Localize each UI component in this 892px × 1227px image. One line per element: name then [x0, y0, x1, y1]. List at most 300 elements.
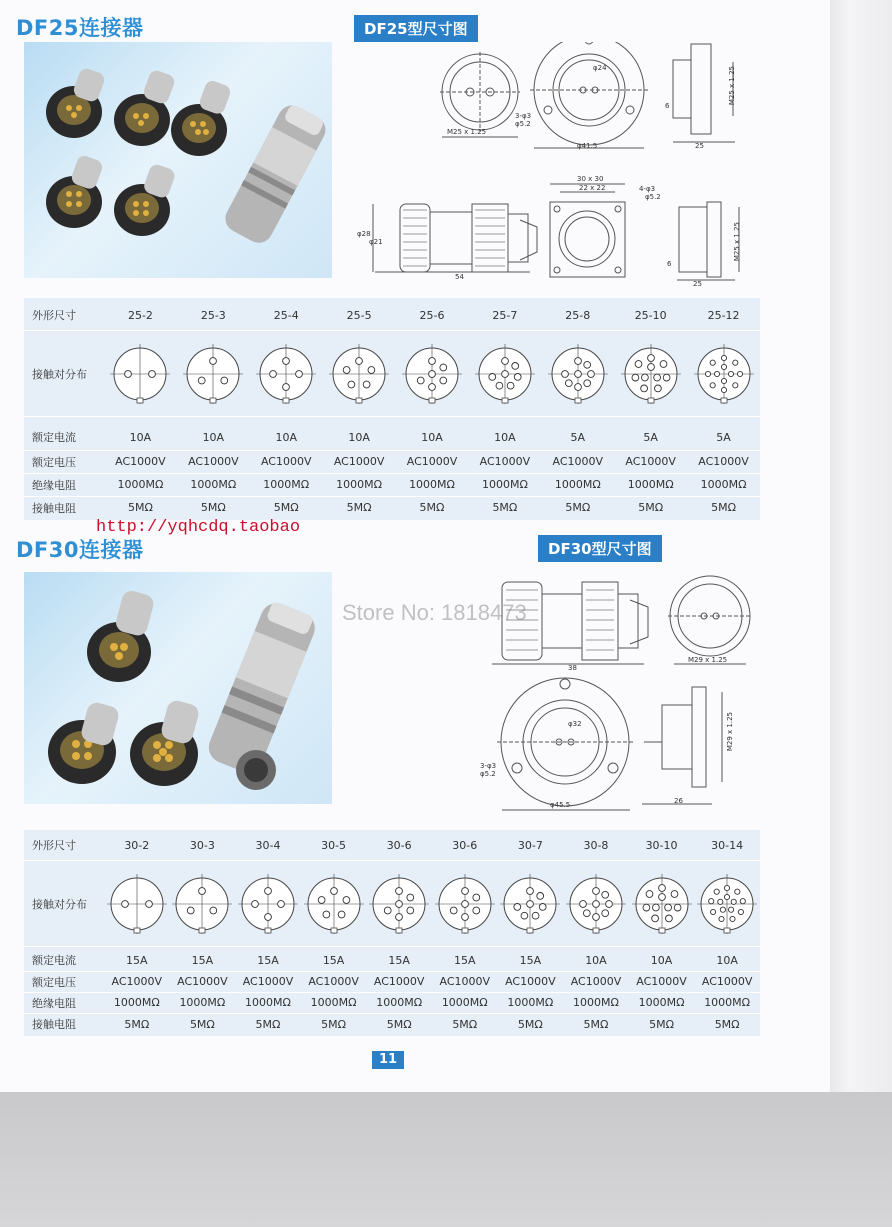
pin-layout-svg: [692, 342, 756, 406]
row-label-current: 额定电流: [32, 954, 76, 967]
df30-circle-d: φ32: [568, 720, 582, 728]
df30-flange-dia: φ45.5: [550, 801, 571, 809]
voltage-cell: AC1000V: [701, 975, 753, 988]
pin-layout-diagram: [614, 342, 687, 406]
contact-pin: [278, 901, 285, 908]
contact-pin: [658, 894, 665, 901]
contact-pin: [729, 907, 734, 912]
current-cell: 10A: [202, 430, 225, 444]
model-cell: 30-2: [124, 838, 150, 852]
current-cell: 15A: [322, 953, 345, 967]
contact-pin: [348, 381, 355, 388]
contact-pin: [660, 361, 667, 368]
contact-pin: [561, 371, 568, 378]
insulation-cell: 1000MΩ: [113, 996, 160, 1009]
df25-side-step: 6: [665, 102, 670, 110]
keyway: [502, 398, 508, 403]
voltage-cell: AC1000V: [188, 455, 239, 468]
contact-pin: [514, 904, 521, 911]
scanner-background: [0, 1092, 892, 1227]
contact-pin: [121, 901, 128, 908]
contact-pin: [396, 888, 403, 895]
voltage-cell: AC1000V: [570, 975, 622, 988]
contact-pin: [721, 387, 726, 392]
row-label-pins: 接触对分布: [32, 368, 87, 381]
df25-product-photo: [24, 42, 332, 278]
df25-plug-len: 54: [455, 273, 464, 281]
keyway: [659, 928, 665, 933]
contact-pin: [318, 897, 325, 904]
insulation-cell: 1000MΩ: [117, 478, 164, 491]
df25-sq-holes: 4-φ3: [639, 185, 656, 193]
current-cell: 10A: [716, 953, 738, 967]
contact-pin: [725, 894, 730, 899]
pin-layout-diagram: [250, 342, 323, 406]
contact-pin: [368, 367, 375, 374]
row-label-voltage: 额定电压: [32, 455, 76, 469]
contact-pin: [602, 891, 609, 898]
pin-layout-svg: [564, 872, 628, 936]
voltage-cell: AC1000V: [373, 975, 425, 988]
contact-pin: [647, 355, 654, 362]
current-cell: 15A: [191, 953, 214, 967]
contact-pin: [461, 888, 468, 895]
contact-pin: [583, 910, 590, 917]
current-cell: 15A: [257, 953, 279, 967]
contact-pin: [283, 358, 290, 365]
current-cell: 10A: [348, 430, 370, 444]
contact-pin: [417, 377, 424, 384]
contact-pin: [396, 914, 403, 921]
contact-pin: [221, 377, 228, 384]
insulation-cell: 1000MΩ: [481, 478, 528, 491]
pin-layout-diagram: [104, 342, 177, 406]
contact-pin: [646, 891, 653, 898]
contact-cell: 5MΩ: [189, 1017, 215, 1031]
contact-pin: [711, 909, 716, 914]
keyway: [575, 398, 581, 403]
voltage-cell: AC1000V: [177, 975, 228, 988]
pin-layout-svg: [498, 872, 562, 936]
insulation-cell: 1000MΩ: [179, 996, 226, 1009]
model-cell: 25-3: [200, 308, 226, 322]
contact-pin: [720, 907, 725, 912]
row-label-contact: 接触电阻: [32, 501, 76, 515]
row-label-insulation: 绝缘电阻: [32, 478, 76, 492]
pin-layout-diagram: [541, 342, 614, 406]
pin-layout-diagram: [301, 872, 367, 936]
df25-circle-d: φ24: [593, 64, 607, 72]
model-cell: 25-5: [346, 308, 372, 322]
voltage-cell: AC1000V: [260, 455, 312, 468]
pin-layout-svg: [546, 342, 610, 406]
contact-pin: [732, 383, 737, 388]
row-label-contact: 接触电阻: [32, 1018, 76, 1031]
contact-pin: [489, 374, 496, 381]
keyway: [396, 928, 402, 933]
model-cell: 30-8: [583, 838, 609, 852]
model-cell: 30-3: [189, 838, 215, 852]
pin-layout-diagram: [432, 872, 498, 936]
contact-pin: [429, 371, 436, 378]
contact-pin: [671, 891, 678, 898]
pin-layout-diagram: [323, 342, 396, 406]
current-cell: 10A: [585, 953, 607, 967]
contact-pin: [721, 364, 726, 369]
model-cell: 25-8: [565, 308, 591, 322]
current-cell: 5A: [716, 430, 731, 444]
pin-layout-svg: [473, 342, 537, 406]
contact-cell: 5MΩ: [517, 1017, 543, 1031]
keyway: [134, 928, 140, 933]
contact-pin: [461, 901, 468, 908]
contact-pin: [565, 380, 572, 387]
contact-pin: [210, 907, 217, 914]
df25-contact-row: [24, 496, 760, 519]
row-label-current: 额定电流: [32, 431, 76, 444]
contact-pin: [527, 901, 534, 908]
pin-layout-svg: [236, 872, 300, 936]
pin-layout-svg: [400, 342, 464, 406]
contact-pin: [533, 912, 540, 919]
df30-product-photo: [24, 572, 332, 804]
contact-pin: [709, 899, 714, 904]
contact-pin: [719, 916, 724, 921]
contact-pin: [356, 358, 363, 365]
pin-layout-svg: [630, 872, 694, 936]
model-cell: 25-7: [492, 308, 518, 322]
df30-model-row: [24, 834, 760, 856]
contact-cell: 5MΩ: [386, 1017, 412, 1031]
contact-pin: [651, 915, 658, 922]
df30-dimension-tag: DF30型尺寸图: [538, 535, 662, 562]
voltage-cell: AC1000V: [505, 975, 556, 988]
contact-pin: [501, 358, 508, 365]
insulation-cell: 1000MΩ: [627, 478, 674, 491]
df25-side-thread: M25 x 1.25: [728, 66, 736, 106]
contact-pin: [714, 889, 719, 894]
df30-insulation-row: [24, 992, 760, 1013]
contact-cell: 5MΩ: [711, 501, 737, 514]
pin-layout-svg: [181, 342, 245, 406]
keyway: [137, 398, 143, 403]
pin-layout-diagram: [177, 342, 250, 406]
contact-pin: [265, 888, 272, 895]
insulation-cell: 1000MΩ: [376, 996, 423, 1009]
store-watermark: Store No: 1818473: [342, 600, 527, 625]
voltage-cell: AC1000V: [636, 975, 687, 988]
df30-side-len: 26: [674, 797, 683, 805]
contact-pin: [580, 901, 587, 908]
insulation-cell: 1000MΩ: [441, 996, 488, 1009]
pin-layout-svg: [695, 872, 759, 936]
contact-pin: [384, 907, 391, 914]
current-cell: 10A: [129, 430, 152, 444]
contact-cell: 5MΩ: [452, 1017, 478, 1031]
contact-pin: [540, 904, 547, 911]
contact-pin: [740, 899, 745, 904]
contact-pin: [574, 371, 581, 378]
model-cell: 30-4: [255, 838, 281, 852]
keyway: [724, 928, 730, 933]
pin-layout-svg: [367, 872, 431, 936]
contact-cell: 5MΩ: [255, 1017, 281, 1031]
contact-pin: [737, 371, 742, 376]
voltage-cell: AC1000V: [242, 975, 294, 988]
contact-pin: [641, 374, 648, 381]
voltage-cell: AC1000V: [479, 455, 531, 468]
contact-pin: [584, 361, 591, 368]
current-cell: 5A: [570, 430, 586, 444]
contact-cell: 5MΩ: [583, 1017, 609, 1031]
pin-layout-diagram: [468, 342, 541, 406]
keyway: [429, 398, 435, 403]
df25-spec-table: [24, 298, 760, 520]
contact-pin: [710, 360, 715, 365]
pin-layout-diagram: [498, 872, 564, 936]
df30-plug-len: 38: [568, 664, 577, 672]
contact-pin: [537, 893, 544, 900]
contact-cell: 5MΩ: [565, 501, 591, 514]
df25-voltage-row: [24, 450, 760, 473]
row-label-voltage: 额定电压: [32, 975, 76, 989]
insulation-cell: 1000MΩ: [704, 996, 751, 1009]
df25-sq-side-len: 25: [693, 280, 702, 288]
pin-layout-svg: [170, 872, 234, 936]
pin-layout-diagram: [396, 342, 469, 406]
contact-pin: [407, 907, 414, 914]
contact-pin: [270, 371, 277, 378]
insulation-cell: 1000MΩ: [573, 996, 619, 1009]
df25-hole: 3-φ3: [515, 112, 532, 120]
voltage-cell: AC1000V: [115, 455, 166, 468]
insulation-cell: 1000MΩ: [638, 996, 685, 1009]
current-cell: 15A: [126, 953, 148, 967]
contact-cell: 5MΩ: [200, 501, 226, 514]
df30-spec-table: [24, 830, 760, 1036]
contact-pin: [145, 901, 152, 908]
contact-pin: [252, 901, 259, 908]
model-cell: 30-6: [386, 838, 412, 852]
model-cell: 25-12: [707, 308, 740, 322]
contact-pin: [664, 904, 671, 911]
df30-contact-row: [24, 1013, 760, 1035]
model-cell: 25-10: [634, 308, 667, 322]
page-number: 11: [372, 1051, 404, 1069]
contact-cell: 5MΩ: [124, 1017, 150, 1031]
contact-pin: [705, 371, 710, 376]
pin-layout-diagram: [366, 872, 432, 936]
df30-title: DF30连接器: [16, 538, 144, 562]
voltage-cell: AC1000V: [698, 455, 749, 468]
voltage-cell: AC1000V: [439, 975, 491, 988]
pin-layout-svg: [105, 872, 169, 936]
current-cell: 5A: [643, 430, 658, 444]
pin-layout-svg: [327, 342, 391, 406]
insulation-cell: 1000MΩ: [190, 478, 237, 491]
model-cell: 30-5: [321, 838, 347, 852]
keyway: [462, 928, 468, 933]
contact-pin: [731, 899, 736, 904]
voltage-cell: AC1000V: [111, 975, 163, 988]
df25-sq-pcd: φ5.2: [645, 193, 661, 201]
df25-current-row: [24, 426, 760, 448]
df30-front-thread: M29 x 1.25: [688, 656, 728, 664]
model-cell: 25-4: [273, 308, 299, 322]
df30-side-thread: M29 x 1.25: [726, 712, 734, 752]
contact-pin: [188, 907, 195, 914]
contact-pin: [363, 381, 370, 388]
current-cell: 10A: [421, 430, 443, 444]
contact-cell: 5MΩ: [649, 1017, 674, 1031]
contact-pin: [396, 901, 403, 908]
contact-pin: [210, 358, 217, 365]
df30-pin-row: [24, 868, 760, 940]
model-cell: 25-6: [419, 308, 445, 322]
contact-pin: [653, 374, 660, 381]
current-cell: 15A: [519, 953, 542, 967]
voltage-cell: AC1000V: [406, 455, 458, 468]
contact-pin: [521, 912, 528, 919]
df30-current-row: [24, 949, 760, 971]
df25-title: DF25连接器: [16, 16, 144, 40]
df25-side-len: 25: [695, 142, 704, 150]
insulation-cell: 1000MΩ: [554, 478, 601, 491]
contact-pin: [265, 914, 272, 921]
contact-pin: [343, 897, 350, 904]
current-cell: 10A: [275, 430, 297, 444]
pin-layout-diagram: [170, 872, 236, 936]
insulation-cell: 1000MΩ: [409, 478, 455, 491]
contact-pin: [725, 885, 730, 890]
model-cell: 30-14: [711, 838, 744, 852]
keyway: [210, 398, 216, 403]
keyway: [356, 398, 362, 403]
contact-pin: [640, 385, 647, 392]
pin-layout-diagram: [563, 872, 629, 936]
watermark-url: http://yqhcdq.taobao: [96, 518, 301, 537]
keyway: [331, 928, 337, 933]
df30-pcd: φ5.2: [480, 770, 496, 778]
row-label-insulation: 绝缘电阻: [32, 996, 76, 1010]
contact-pin: [574, 384, 581, 391]
contact-pin: [665, 915, 672, 922]
df25-sq-outer: 30 x 30: [577, 175, 604, 183]
df25-insulation-row: [24, 473, 760, 496]
pin-layout-diagram: [235, 872, 301, 936]
contact-pin: [507, 382, 514, 389]
voltage-cell: AC1000V: [333, 455, 385, 468]
contact-pin: [732, 360, 737, 365]
contact-pin: [473, 894, 480, 901]
contact-pin: [735, 889, 740, 894]
keyway: [199, 928, 205, 933]
contact-pin: [429, 384, 436, 391]
keyway: [527, 928, 533, 933]
pin-layout-svg: [302, 872, 366, 936]
contact-pin: [663, 374, 670, 381]
contact-pin: [587, 371, 594, 378]
df30-hole: 3-φ3: [480, 762, 497, 770]
row-label-shape: 外形尺寸: [32, 839, 76, 852]
contact-pin: [496, 382, 503, 389]
current-cell: 15A: [454, 953, 476, 967]
contact-pin: [323, 911, 330, 918]
df25-sq-side-thread: M25 x 1.25: [733, 222, 741, 262]
contact-cell: 5MΩ: [127, 501, 153, 514]
contact-pin: [440, 377, 447, 384]
df25-sq-side-step: 6: [667, 260, 672, 268]
df25-pin-row: [24, 338, 760, 410]
insulation-cell: 1000MΩ: [310, 996, 357, 1009]
df25-dimension-drawing: [355, 42, 755, 292]
voltage-cell: AC1000V: [552, 455, 604, 468]
contact-pin: [429, 358, 436, 365]
contact-pin: [721, 378, 726, 383]
df30-voltage-row: [24, 971, 760, 992]
row-label-pins: 接触对分布: [32, 898, 87, 911]
df25-dimension-tag: DF25型尺寸图: [354, 15, 478, 42]
model-cell: 25-2: [127, 308, 153, 322]
df25-plug-dia2: φ21: [369, 238, 383, 246]
contact-pin: [330, 888, 337, 895]
model-cell: 30-10: [645, 838, 678, 852]
contact-pin: [714, 371, 719, 376]
contact-cell: 5MΩ: [714, 1017, 740, 1031]
contact-pin: [718, 899, 723, 904]
pin-layout-diagram: [687, 342, 760, 406]
contact-pin: [584, 380, 591, 387]
model-cell: 30-6: [452, 838, 478, 852]
voltage-cell: AC1000V: [625, 455, 676, 468]
keyway: [593, 928, 599, 933]
insulation-cell: 1000MΩ: [700, 478, 747, 491]
voltage-cell: AC1000V: [308, 975, 359, 988]
model-cell: 30-7: [517, 838, 543, 852]
contact-pin: [512, 363, 519, 370]
contact-pin: [450, 907, 457, 914]
contact-pin: [721, 355, 726, 360]
df25-sq-inner: 22 x 22: [579, 184, 606, 192]
contact-pin: [574, 358, 581, 365]
contact-pin: [652, 904, 659, 911]
df25-pcd: φ5.2: [515, 120, 531, 128]
contact-pin: [593, 888, 600, 895]
contact-pin: [730, 916, 735, 921]
contact-pin: [283, 384, 290, 391]
pin-layout-svg: [433, 872, 497, 936]
current-cell: 10A: [494, 430, 516, 444]
pin-layout-svg: [108, 342, 172, 406]
contact-cell: 5MΩ: [273, 501, 299, 514]
df25-plug-dia1: φ28: [357, 230, 371, 238]
contact-pin: [527, 888, 534, 895]
row-label-shape: 外形尺寸: [32, 309, 76, 322]
insulation-cell: 1000MΩ: [263, 478, 310, 491]
contact-cell: 5MΩ: [492, 501, 518, 514]
contact-pin: [338, 911, 345, 918]
keyway: [283, 398, 289, 403]
contact-pin: [654, 385, 661, 392]
insulation-cell: 1000MΩ: [507, 996, 554, 1009]
contact-pin: [632, 374, 639, 381]
contact-pin: [674, 904, 681, 911]
current-cell: 15A: [388, 953, 410, 967]
contact-pin: [635, 361, 642, 368]
contact-pin: [440, 364, 447, 371]
contact-pin: [593, 901, 600, 908]
pin-layout-diagram: [694, 872, 760, 936]
